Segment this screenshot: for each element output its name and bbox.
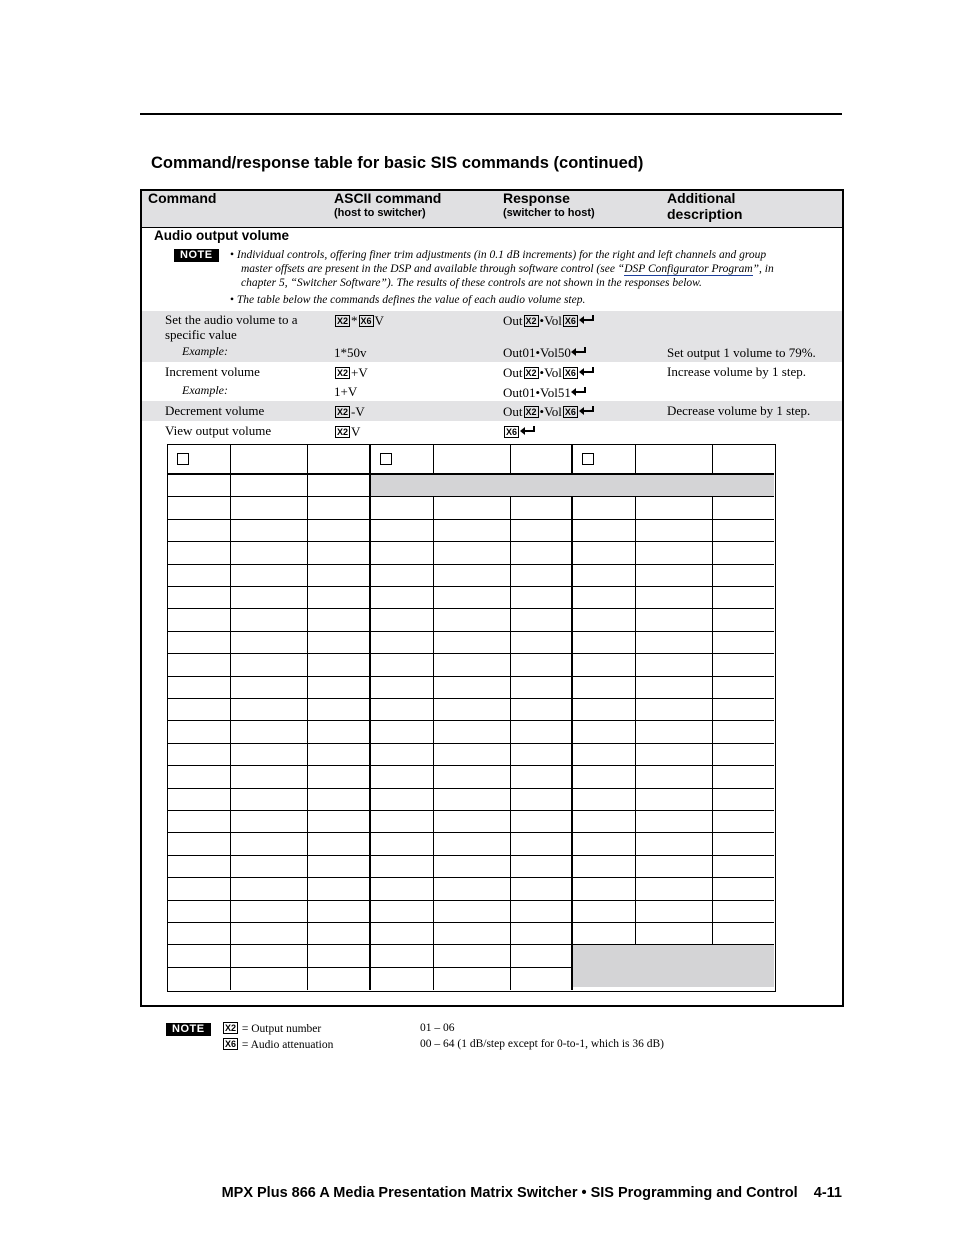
- grid-cell: [371, 789, 434, 811]
- grid-cell: [573, 699, 636, 721]
- grid-cell: [713, 744, 774, 766]
- grid-cell: [713, 587, 774, 609]
- grid-cell: [713, 542, 774, 564]
- grid-cell: [713, 923, 774, 945]
- grid-cell: [713, 856, 774, 878]
- grid-cell: [636, 766, 713, 788]
- grid-cell: [231, 833, 308, 855]
- grid-cell: [168, 789, 231, 811]
- grid-cell: [511, 677, 573, 699]
- grid-cell: [573, 833, 636, 855]
- grid-cell: [308, 878, 371, 900]
- row-set-example-label: Example:: [182, 344, 228, 358]
- grid-cell: [573, 811, 636, 833]
- row-set-example-resp: Out01•Vol50: [503, 345, 587, 361]
- grid-cell: [636, 654, 713, 676]
- grid-cell: [636, 632, 713, 654]
- grid-cell: [231, 766, 308, 788]
- grid-cell: [371, 901, 434, 923]
- grid-cell: [308, 565, 371, 587]
- grid-header-cell: [636, 445, 713, 475]
- grid-cell: [713, 878, 774, 900]
- grid-cell: [713, 789, 774, 811]
- grid-cell: [573, 789, 636, 811]
- grid-cell: [308, 945, 371, 967]
- grid-cell: [168, 923, 231, 945]
- grid-cell: [511, 542, 573, 564]
- x6-variable: X6: [564, 407, 576, 417]
- grid-cell: [168, 878, 231, 900]
- footer-text: MPX Plus 866 A Media Presentation Matrix Switcher • SIS Programming and Control: [221, 1185, 798, 1201]
- page-title: Command/response table for basic SIS commands (continued): [151, 154, 644, 172]
- grid-cell: [434, 833, 511, 855]
- row-dec-label: Decrement volume: [165, 403, 265, 418]
- grid-cell: [168, 721, 231, 743]
- grid-cell: [636, 789, 713, 811]
- grid-cell: [308, 968, 371, 990]
- grid-cell: [573, 677, 636, 699]
- grid-cell: [168, 497, 231, 519]
- row-set-command: X2 * X6 V: [337, 313, 384, 328]
- grid-cell: [371, 609, 434, 631]
- return-icon: [571, 347, 587, 357]
- bullet: •: [230, 294, 235, 306]
- grid-cell: [168, 833, 231, 855]
- grid-cell: [371, 565, 434, 587]
- grid-shaded-band: [371, 475, 774, 497]
- page-number: 4-11: [813, 1185, 842, 1201]
- x2-variable: X2: [525, 368, 537, 378]
- grid-cell: [573, 901, 636, 923]
- grid-cell: [511, 878, 573, 900]
- x2-variable: X2: [337, 407, 349, 417]
- grid-cell: [308, 497, 371, 519]
- grid-shaded-corner: [573, 945, 774, 987]
- grid-cell: [168, 520, 231, 542]
- x6-variable: X6: [360, 316, 372, 326]
- page-footer: [222, 1185, 842, 1201]
- row-inc-command: X2 +V: [337, 365, 368, 380]
- grid-cell: [371, 945, 434, 967]
- grid-cell: [308, 520, 371, 542]
- grid-cell: [713, 699, 774, 721]
- grid-cell: [511, 811, 573, 833]
- grid-cell: [636, 497, 713, 519]
- grid-cell: [511, 565, 573, 587]
- grid-cell: [713, 721, 774, 743]
- bullet: •: [230, 249, 235, 261]
- grid-cell: [434, 497, 511, 519]
- grid-cell: [713, 565, 774, 587]
- grid-cell: [168, 632, 231, 654]
- grid-cell: [231, 699, 308, 721]
- grid-cell: [371, 699, 434, 721]
- grid-cell: [636, 565, 713, 587]
- grid-cell: [371, 677, 434, 699]
- grid-cell: [713, 497, 774, 519]
- grid-cell: [371, 744, 434, 766]
- grid-cell: [434, 542, 511, 564]
- footnote-x2: X2 = Output number: [225, 1023, 322, 1035]
- grid-cell: [573, 744, 636, 766]
- grid-cell: [636, 811, 713, 833]
- grid-cell: [573, 497, 636, 519]
- grid-cell: [434, 744, 511, 766]
- x6-variable: X6: [564, 316, 576, 326]
- row-set-example-cmd: 1*50v: [334, 345, 367, 360]
- grid-cell: [636, 833, 713, 855]
- grid-cell: [231, 677, 308, 699]
- footnote-badge: NOTE: [166, 1023, 211, 1036]
- grid-cell: [434, 968, 511, 990]
- grid-cell: [713, 677, 774, 699]
- grid-cell: [636, 699, 713, 721]
- grid-cell: [434, 766, 511, 788]
- grid-cell: [434, 856, 511, 878]
- grid-cell: [434, 609, 511, 631]
- note-1-line-b-post: ”, in: [752, 263, 774, 275]
- grid-cell: [511, 856, 573, 878]
- grid-cell: [713, 766, 774, 788]
- grid-cell: [231, 744, 308, 766]
- header-response: Response: [503, 190, 570, 206]
- grid-cell: [434, 901, 511, 923]
- grid-cell: [434, 721, 511, 743]
- grid-header-cell: [434, 445, 511, 475]
- grid-cell: [434, 654, 511, 676]
- grid-cell: [511, 789, 573, 811]
- note-2-text: The table below the commands defines the value of each audio volume step.: [236, 294, 586, 306]
- grid-header-cell: [511, 445, 573, 475]
- grid-cell: [573, 878, 636, 900]
- x2-variable: X2: [337, 427, 349, 437]
- grid-cell: [308, 833, 371, 855]
- grid-cell: [308, 923, 371, 945]
- grid-cell: [636, 677, 713, 699]
- grid-cell: [573, 721, 636, 743]
- header-ascii: ASCII command: [334, 190, 442, 206]
- grid-cell: [168, 699, 231, 721]
- grid-cell: [573, 542, 636, 564]
- grid-cell: [231, 811, 308, 833]
- grid-cell: [636, 542, 713, 564]
- grid-cell: [434, 789, 511, 811]
- grid-cell: [434, 677, 511, 699]
- grid-cell: [511, 520, 573, 542]
- grid-cell: [168, 475, 231, 497]
- grid-cell: [511, 744, 573, 766]
- note-1: [230, 248, 830, 290]
- grid-cell: [308, 766, 371, 788]
- grid-cell: [371, 833, 434, 855]
- header-response-sub: (switcher to host): [503, 207, 595, 219]
- grid-cell: [231, 565, 308, 587]
- grid-cell: [231, 542, 308, 564]
- row-inc-desc: Increase volume by 1 step.: [667, 364, 806, 379]
- return-icon: [579, 367, 595, 377]
- grid-cell: [168, 766, 231, 788]
- return-icon: [579, 315, 595, 325]
- grid-cell: [573, 520, 636, 542]
- row-inc-label: Increment volume: [165, 364, 260, 379]
- grid-cell: [434, 699, 511, 721]
- grid-cell: [511, 721, 573, 743]
- grid-cell: [308, 811, 371, 833]
- grid-header-cell: [713, 445, 774, 475]
- return-icon: [571, 387, 587, 397]
- grid-cell: [511, 609, 573, 631]
- grid-cell: [511, 497, 573, 519]
- grid-cell: [371, 632, 434, 654]
- grid-cell: [308, 677, 371, 699]
- grid-cell: [434, 811, 511, 833]
- volume-step-grid: [167, 444, 776, 992]
- grid-cell: [371, 654, 434, 676]
- grid-cell: [636, 878, 713, 900]
- grid-cell: [636, 587, 713, 609]
- grid-cell: [434, 587, 511, 609]
- row-inc-example-label: Example:: [182, 383, 228, 397]
- grid-cell: [231, 520, 308, 542]
- grid-cell: [231, 654, 308, 676]
- grid-cell: [636, 721, 713, 743]
- footnote-x2-range: 01 – 06: [420, 1022, 455, 1034]
- grid-cell: [371, 520, 434, 542]
- grid-cell: [231, 856, 308, 878]
- grid-cell: [231, 497, 308, 519]
- grid-cell: [511, 923, 573, 945]
- grid-cell: [168, 811, 231, 833]
- x6-variable: X6: [564, 368, 576, 378]
- note-1-line-a: Individual controls, offering finer trim adjustments (in 0.1 dB increments) for the right and left channels and group: [236, 249, 767, 261]
- row-dec-command: X2 -V: [337, 404, 365, 419]
- section-heading: Audio output volume: [154, 228, 289, 243]
- grid-cell: [231, 968, 308, 990]
- grid-cell: [168, 677, 231, 699]
- footnote-x6: X6 = Audio attenuation: [225, 1039, 334, 1051]
- row-dec-desc: Decrease volume by 1 step.: [667, 403, 811, 418]
- grid-cell: [713, 520, 774, 542]
- checkbox-icon: [380, 453, 392, 465]
- grid-cell: [371, 497, 434, 519]
- grid-cell: [168, 856, 231, 878]
- grid-cell: [231, 632, 308, 654]
- grid-cell: [308, 699, 371, 721]
- grid-cell: [713, 833, 774, 855]
- grid-cell: [371, 721, 434, 743]
- grid-cell: [511, 766, 573, 788]
- note-1-line-c: chapter 5, “Switcher Software”). The results of these controls are not shown in the responses below.: [241, 277, 702, 289]
- grid-cell: [636, 744, 713, 766]
- grid-cell: [371, 811, 434, 833]
- grid-cell: [308, 721, 371, 743]
- grid-cell: [573, 587, 636, 609]
- grid-cell: [308, 587, 371, 609]
- x2-variable: X2: [337, 368, 349, 378]
- grid-cell: [511, 901, 573, 923]
- grid-cell: [434, 520, 511, 542]
- grid-cell: [636, 609, 713, 631]
- grid-cell: [308, 744, 371, 766]
- grid-cell: [434, 565, 511, 587]
- footnote-x6-range: 00 – 64 (1 dB/step except for 0-to-1, which is 36 dB): [420, 1038, 665, 1050]
- grid-cell: [511, 587, 573, 609]
- grid-cell: [231, 923, 308, 945]
- grid-cell: [434, 923, 511, 945]
- grid-cell: [371, 968, 434, 990]
- row-inc-example-resp: Out01•Vol51: [503, 385, 587, 401]
- grid-cell: [713, 609, 774, 631]
- grid-cell: [308, 632, 371, 654]
- checkbox-icon: [177, 453, 189, 465]
- grid-cell: [308, 475, 371, 497]
- header-ascii-sub: (host to switcher): [334, 207, 426, 219]
- grid-cell: [308, 654, 371, 676]
- grid-cell: [308, 901, 371, 923]
- x6-variable: X6: [225, 1039, 237, 1049]
- grid-cell: [308, 789, 371, 811]
- grid-cell: [168, 565, 231, 587]
- grid-cell: [371, 766, 434, 788]
- grid-cell: [231, 475, 308, 497]
- x2-variable: X2: [525, 316, 537, 326]
- header-command: Command: [148, 190, 217, 206]
- row-view-label: View output volume: [165, 423, 272, 438]
- grid-cell: [573, 654, 636, 676]
- x2-variable: X2: [525, 407, 537, 417]
- return-icon: [520, 426, 536, 436]
- header-additional: Additional: [667, 190, 736, 206]
- grid-cell: [168, 968, 231, 990]
- grid-cell: [308, 856, 371, 878]
- grid-cell: [371, 542, 434, 564]
- grid-header-cell: [231, 445, 308, 475]
- grid-cell: [511, 833, 573, 855]
- grid-cell: [713, 654, 774, 676]
- grid-cell: [636, 856, 713, 878]
- grid-cell: [573, 632, 636, 654]
- grid-cell: [308, 609, 371, 631]
- grid-cell: [308, 542, 371, 564]
- return-icon: [579, 406, 595, 416]
- grid-cell: [511, 654, 573, 676]
- x2-variable: X2: [337, 316, 349, 326]
- grid-cell: [434, 878, 511, 900]
- grid-cell: [573, 856, 636, 878]
- grid-cell: [511, 945, 573, 967]
- grid-cell: [168, 609, 231, 631]
- row-dec-response: Out X2 •Vol X6: [503, 404, 595, 420]
- row-set-response: Out X2 •Vol X6: [503, 313, 595, 329]
- grid-cell: [636, 901, 713, 923]
- grid-cell: [434, 632, 511, 654]
- x2-variable: X2: [225, 1023, 237, 1033]
- grid-cell: [573, 766, 636, 788]
- grid-cell: [713, 901, 774, 923]
- grid-cell: [511, 699, 573, 721]
- grid-cell: [231, 609, 308, 631]
- grid-cell: [434, 945, 511, 967]
- top-rule: [140, 113, 842, 115]
- grid-cell: [573, 609, 636, 631]
- grid-cell: [636, 923, 713, 945]
- note-badge: NOTE: [174, 249, 219, 262]
- grid-cell: [371, 856, 434, 878]
- grid-cell: [573, 565, 636, 587]
- grid-cell: [371, 878, 434, 900]
- note-1-line-b-pre: master offsets are present in the DSP and available through software control (see “: [241, 263, 625, 275]
- grid-cell: [371, 923, 434, 945]
- row-set-example-desc: Set output 1 volume to 79%.: [667, 345, 816, 360]
- note-2: [230, 294, 585, 306]
- checkbox-icon: [582, 453, 594, 465]
- grid-cell: [231, 721, 308, 743]
- grid-cell: [511, 968, 573, 990]
- grid-cell: [713, 811, 774, 833]
- grid-header-cell: [308, 445, 371, 475]
- grid-cell: [511, 632, 573, 654]
- row-set-label: Set the audio volume to a specific value: [165, 312, 298, 342]
- row-inc-response: Out X2 •Vol X6: [503, 365, 595, 381]
- grid-cell: [231, 945, 308, 967]
- dsp-configurator-link[interactable]: DSP Configurator Program: [624, 263, 753, 275]
- grid-cell: [231, 789, 308, 811]
- grid-cell: [168, 654, 231, 676]
- grid-cell: [231, 878, 308, 900]
- grid-cell: [231, 587, 308, 609]
- grid-cell: [168, 542, 231, 564]
- grid-cell: [168, 945, 231, 967]
- grid-cell: [573, 923, 636, 945]
- grid-cell: [168, 744, 231, 766]
- x6-variable: X6: [506, 427, 518, 437]
- grid-cell: [231, 901, 308, 923]
- grid-cell: [168, 587, 231, 609]
- grid-cell: [371, 587, 434, 609]
- row-inc-example-cmd: 1+V: [334, 384, 358, 399]
- header-description: description: [667, 206, 743, 222]
- grid-cell: [713, 632, 774, 654]
- row-view-command: X2 V: [337, 424, 361, 439]
- grid-cell: [636, 520, 713, 542]
- grid-cell: [168, 901, 231, 923]
- row-view-response: [503, 424, 536, 440]
